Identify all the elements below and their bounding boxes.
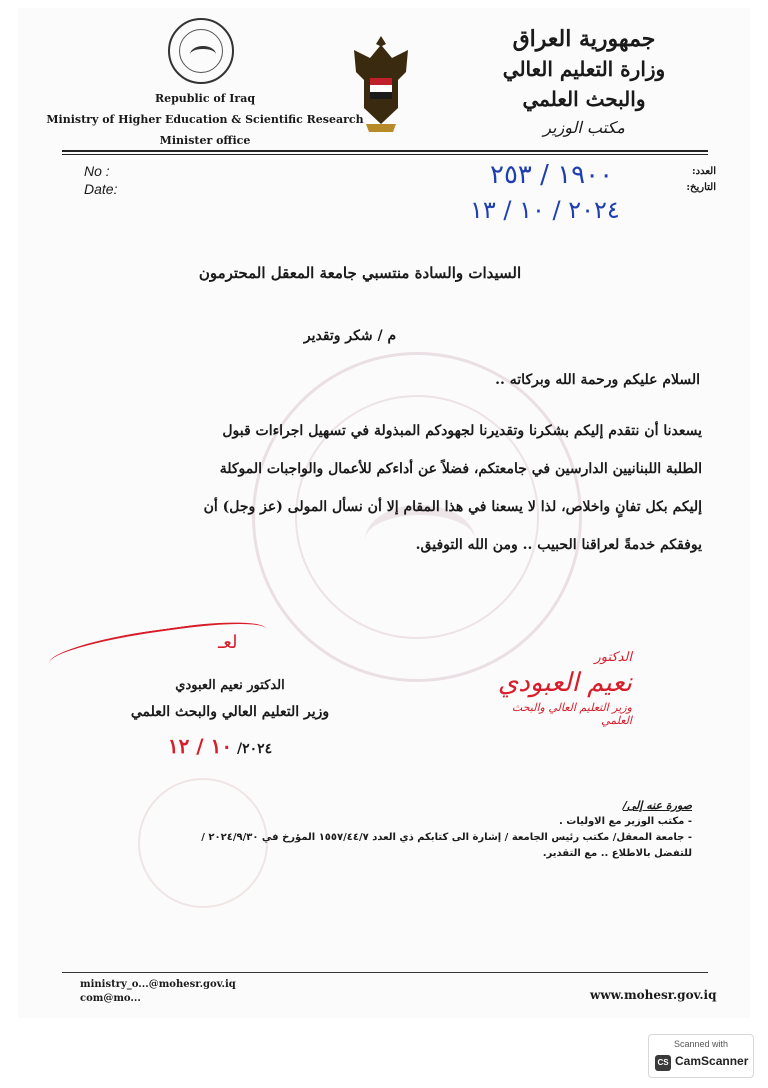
body-line: يسعدنا أن نتقدم إليكم بشكرنا وتقديرنا لجهودكم المبذولة في تسهيل اجراءات قبول	[222, 423, 702, 439]
body-line: يوفقكم خدمةً لعراقنا الحبيب .. ومن الله التوفيق.	[415, 537, 702, 553]
body-line: الطلبة اللبنانيين الدارسين في جامعتكم، فضلاً عن أداءكم للأعمال والواجبات الموكلة	[219, 461, 702, 477]
ar-ministry: وزارة التعليم العالي والبحث العلمي	[502, 57, 666, 111]
ar-office: مكتب الوزير	[543, 118, 625, 137]
en-office: Minister office	[159, 134, 251, 147]
handwritten-date: ٢٠٢٤ / ١٠ / ١٣	[470, 196, 620, 224]
red-signature-stamp	[482, 650, 632, 727]
signer-title: وزير التعليم العالي والبحث العلمي	[130, 704, 330, 720]
body-line: إليكم بكل تفانٍ واخلاص، لذا لا يسعنا في هذا المقام إلا أن نسأل المولى (عز وجل) أن	[203, 499, 702, 515]
subject-line: م / شكر وتقدير	[303, 328, 397, 344]
english-header	[40, 88, 370, 151]
signature-date	[140, 734, 300, 758]
letter-body	[76, 412, 702, 564]
footer-email-line: ministry_o...@mohesr.gov.iq	[80, 979, 236, 990]
footer-email	[80, 978, 236, 1006]
reference-labels-en	[84, 162, 117, 198]
signer-name: الدكتور نعيم العبودي	[175, 678, 285, 693]
ar-country: جمهورية العراق	[512, 26, 656, 52]
signature-date-year: ٢٠٢٤/	[236, 741, 273, 757]
signature-date-handwritten: ١٠ / ١٢	[167, 734, 233, 758]
copies-item: للتفضل بالاطلاع .. مع التقدير.	[542, 848, 692, 859]
en-country: Republic of Iraq	[154, 92, 256, 105]
scanned-with-label: Scanned with	[673, 1039, 729, 1049]
header-rule-thin	[62, 154, 708, 155]
handwritten-number: ١٩٠٠ / ٢٥٣	[490, 160, 614, 190]
footer-rule	[62, 972, 708, 973]
greeting-line: السلام عليكم ورحمة الله وبركاته ..	[495, 372, 700, 388]
camscanner-icon: CS	[655, 1055, 671, 1071]
reference-labels-ar	[656, 164, 716, 196]
no-label-ar: العدد:	[691, 166, 716, 177]
date-label-ar: التاريخ:	[686, 182, 716, 193]
arabic-header	[470, 24, 698, 142]
camscanner-label: CamScanner	[675, 1054, 749, 1068]
copies-heading: صورة عنه إلى/	[622, 799, 692, 812]
ministry-seal-icon	[168, 18, 234, 84]
date-label: Date:	[84, 181, 118, 197]
copies-block	[90, 798, 692, 862]
camscanner-badge	[648, 1034, 754, 1078]
header-rule	[62, 150, 708, 152]
footer-website: www.mohesr.gov.iq	[590, 988, 717, 1002]
addressee-line: السيدات والسادة منتسبي جامعة المعقل المحترمون	[198, 264, 522, 282]
stamp-role: وزير التعليم العالي والبحث العلمي	[511, 701, 632, 727]
no-label: No :	[84, 163, 110, 179]
en-ministry: Ministry of Higher Education & Scientific Research	[46, 113, 364, 126]
copies-item: - مكتب الوزير مع الاوليات .	[559, 816, 692, 827]
eagle-emblem-icon	[346, 28, 416, 138]
stamp-title: الدكتور	[594, 650, 632, 665]
signature-initial: لعـ	[218, 632, 238, 653]
footer-email-line: com@mo...	[80, 993, 141, 1004]
stamp-name: نعيم العبودي	[497, 668, 632, 698]
copies-item: - جامعة المعقل/ مكتب رئيس الجامعة / إشارة الى كتابكم ذي العدد ١٥٥٧/٤٤/٧ المؤرخ في ٢٠٢٤/٩/٣٠ /	[201, 832, 692, 843]
